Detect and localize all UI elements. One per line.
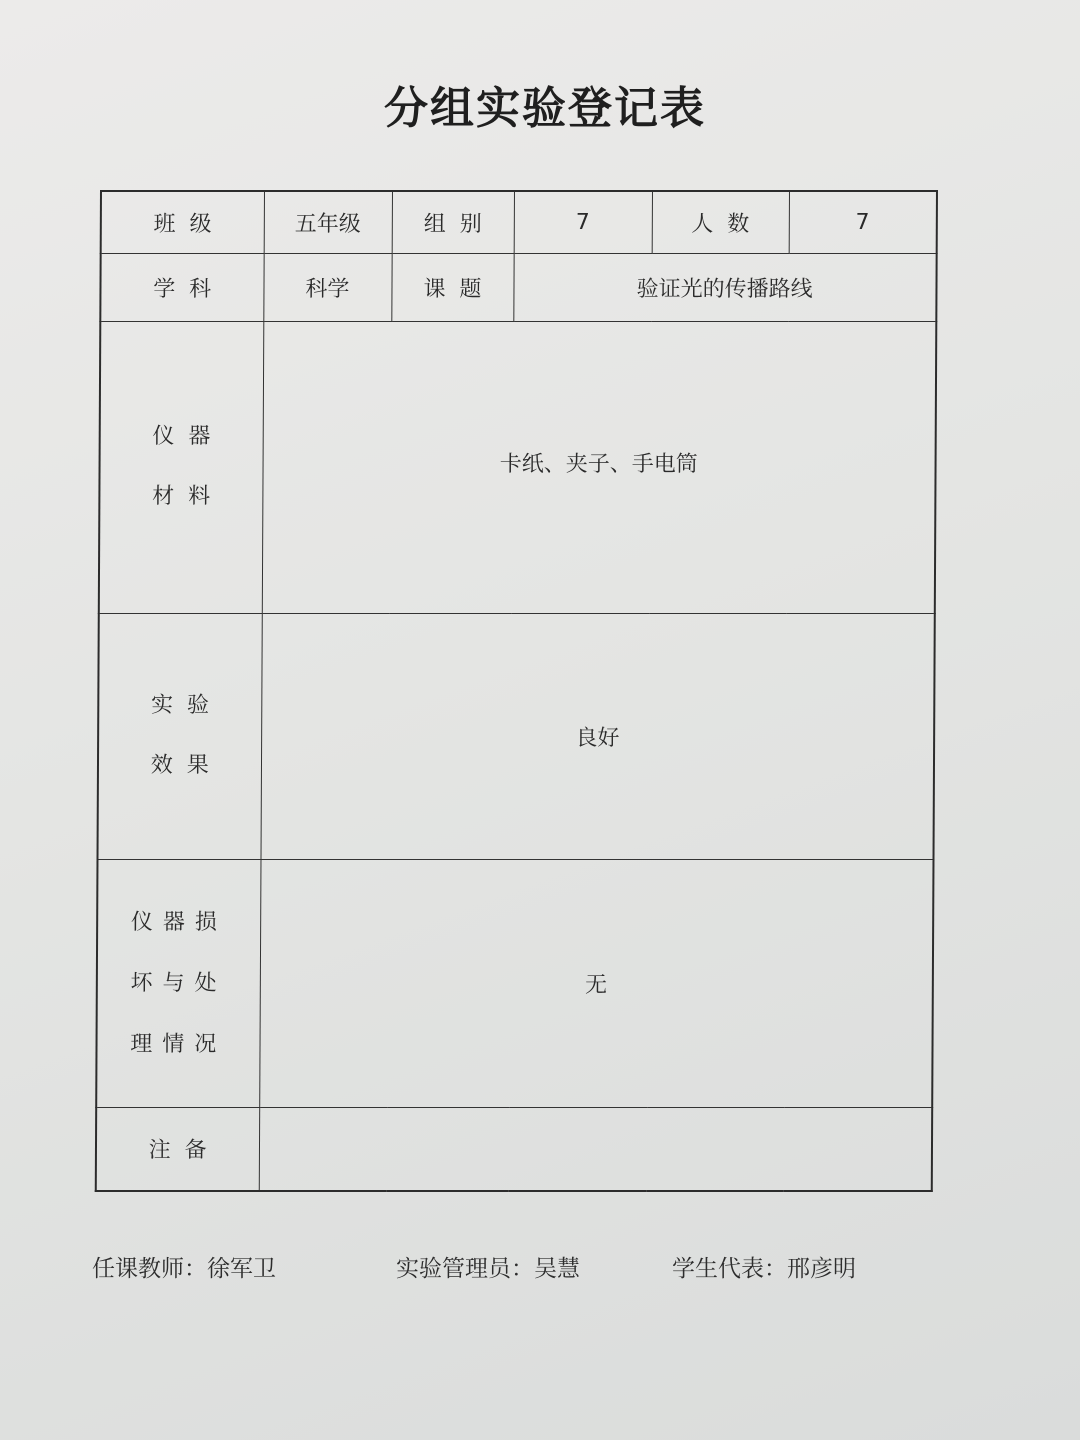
remarks-value (259, 1107, 932, 1191)
effect-label-line2: 效 果 (150, 753, 209, 778)
registration-form (95, 190, 936, 1190)
class-label: 班 级 (101, 191, 264, 253)
topic-value: 验证光的传播路线 (513, 253, 936, 321)
row-remarks (96, 1107, 932, 1191)
effect-label (97, 613, 261, 859)
group-value: 7 (514, 191, 652, 253)
count-label: 人 数 (652, 191, 789, 253)
registration-table (95, 190, 938, 1192)
damage-label-line2: 坏与处 (130, 970, 227, 996)
count-value: 7 (789, 191, 937, 253)
class-value: 五年级 (264, 191, 392, 253)
row-damage (96, 859, 933, 1107)
remarks-label: 注 备 (96, 1107, 259, 1191)
equipment-value: 卡纸、夹子、手电筒 (262, 321, 937, 613)
form-title: 分组实验登记表 (384, 83, 706, 134)
equipment-label-line1: 仪 器 (152, 424, 211, 449)
damage-label-line3: 理情况 (130, 1031, 227, 1057)
row-class-info (101, 191, 937, 253)
row-effect (97, 613, 934, 859)
group-label: 组 别 (392, 191, 514, 253)
damage-value: 无 (259, 859, 933, 1107)
subject-value: 科学 (263, 253, 391, 321)
row-subject-info (100, 253, 936, 321)
row-equipment (99, 321, 937, 613)
subject-label: 学 科 (100, 253, 263, 321)
equipment-label (99, 321, 264, 613)
damage-label (96, 859, 260, 1107)
effect-label-line1: 实 验 (150, 693, 210, 718)
admin-signature: 实验管理员：吴慧 (396, 1256, 580, 1282)
topic-label: 课 题 (391, 253, 513, 321)
damage-label-line1: 仪器损 (130, 909, 227, 935)
teacher-signature: 任课教师：徐军卫 (92, 1256, 276, 1282)
equipment-label-line2: 材 料 (152, 484, 211, 509)
student-signature: 学生代表：邢彦明 (672, 1256, 856, 1282)
effect-value: 良好 (260, 613, 934, 859)
